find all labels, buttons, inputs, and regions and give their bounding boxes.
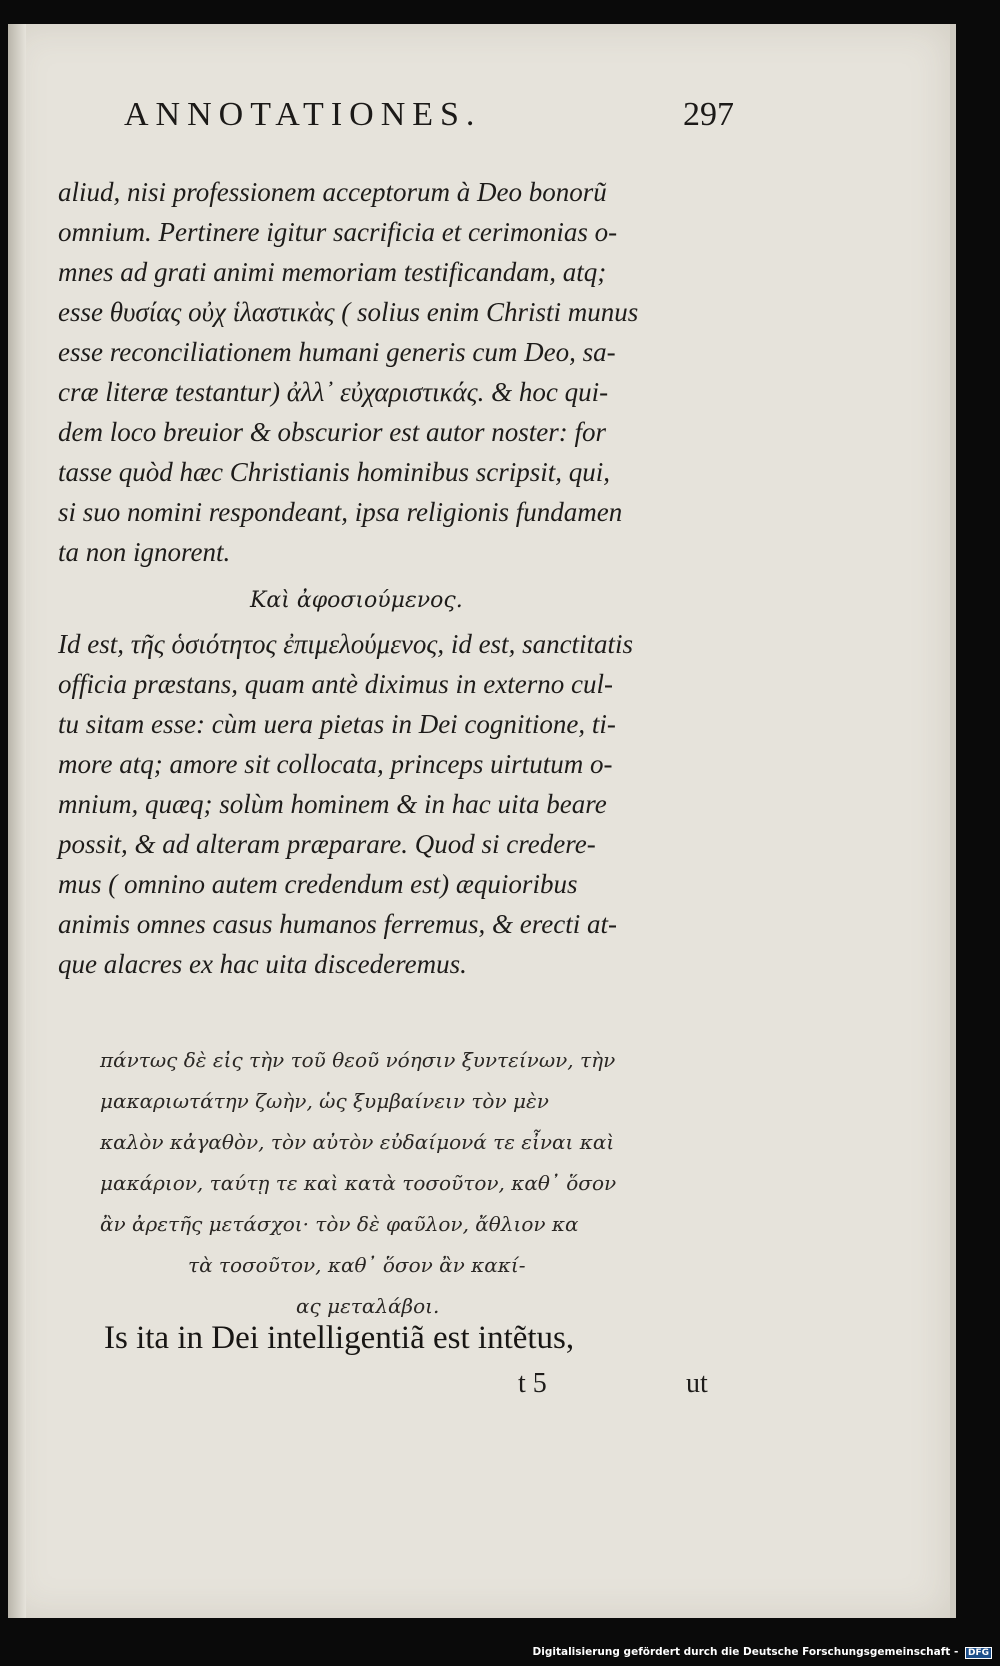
footer-text: Digitalisierung gefördert durch die Deutsche Forschungsgemeinschaft - — [532, 1646, 959, 1658]
text-line: si suo nomini respondeant, ipsa religionis fundamen — [58, 497, 623, 527]
text-line: animis omnes casus humanos ferremus, & erecti at- — [58, 909, 617, 939]
text-line: mnium, quæq; solùm hominem & in hac uita beare — [58, 789, 607, 819]
quote-line: ἂν ἀρετῆς μετάσχοι· τὸν δὲ φαῦλον, ἄθλιον κα — [100, 1212, 579, 1236]
text-line: que alacres ex hac uita discederemus. — [58, 949, 467, 979]
translation-line: Is ita in Dei intelligentiã est intẽtus, — [104, 1320, 575, 1356]
text-line: officia præstans, quam antè diximus in externo cul- — [58, 669, 613, 699]
greek-lemma-heading: Καὶ ἀφοσιούμενος. — [250, 588, 463, 613]
text-line: more atq; amore sit collocata, princeps uirtutum o- — [58, 749, 613, 779]
quote-line: τὰ τοσοῦτον, καθ᾽ ὅσον ἂν κακί- — [188, 1253, 526, 1277]
digitization-footer — [533, 1646, 992, 1659]
text-line: esse θυσίας οὐχ ἱλαστικὰς ( solius enim Christi munus — [58, 297, 639, 327]
quote-line: πάντως δὲ εἰς τὴν τοῦ θεοῦ νόησιν ξυντείνων, τὴν — [100, 1048, 616, 1072]
quote-line: μακαριωτάτην ζωὴν, ὡς ξυμβαίνειν τὸν μὲν — [100, 1089, 549, 1113]
page-number: 297 — [683, 96, 734, 133]
text-line: mnes ad grati animi memoriam testificandam, atq; — [58, 257, 607, 287]
dfg-logo: DFG — [965, 1647, 992, 1659]
catchword: ut — [686, 1368, 708, 1399]
quote-line: καλὸν κἀγαθὸν, τὸν αὐτὸν εὐδαίμονά τε εἶναι καὶ — [100, 1130, 615, 1154]
text-line: aliud, nisi professionem acceptorum à Deo bonorũ — [58, 177, 607, 207]
text-line: tasse quòd hæc Christianis hominibus scripsit, qui, — [58, 457, 611, 487]
greek-quotation — [100, 1040, 700, 1327]
quote-line: ας μεταλάβοι. — [296, 1294, 440, 1318]
text-line: tu sitam esse: cùm uera pietas in Dei cognitione, ti- — [58, 709, 616, 739]
paragraph-2 — [58, 624, 738, 984]
signature-mark: t 5 — [518, 1368, 547, 1399]
text-line: ta non ignorent. — [58, 537, 231, 567]
text-line: dem loco breuior & obscurior est autor noster: for — [58, 417, 606, 447]
text-line: mus ( omnino autem credendum est) æquioribus — [58, 869, 578, 899]
text-line: possit, & ad alteram præparare. Quod si credere- — [58, 829, 596, 859]
quote-line: μακάριον, ταύτῃ τε καὶ κατὰ τοσοῦτον, καθ᾽ ὅσον — [100, 1171, 617, 1195]
text-line: esse reconciliationem humani generis cum Deo, sa- — [58, 337, 616, 367]
page-gutter-shadow — [8, 24, 26, 1618]
running-head — [124, 96, 734, 146]
paragraph-1 — [58, 172, 738, 572]
text-line: Id est, τῆς ὁσιότητος ἐπιμελούμενος, id est, sanctitatis — [58, 629, 634, 659]
text-line: omnium. Pertinere igitur sacrificia et cerimonias o- — [58, 217, 618, 247]
running-head-title: ANNOTATIONES. — [124, 96, 482, 133]
text-line: cræ literæ testantur) ἀλλ᾽ εὐχαριστικάς. & hoc qui- — [58, 377, 609, 407]
